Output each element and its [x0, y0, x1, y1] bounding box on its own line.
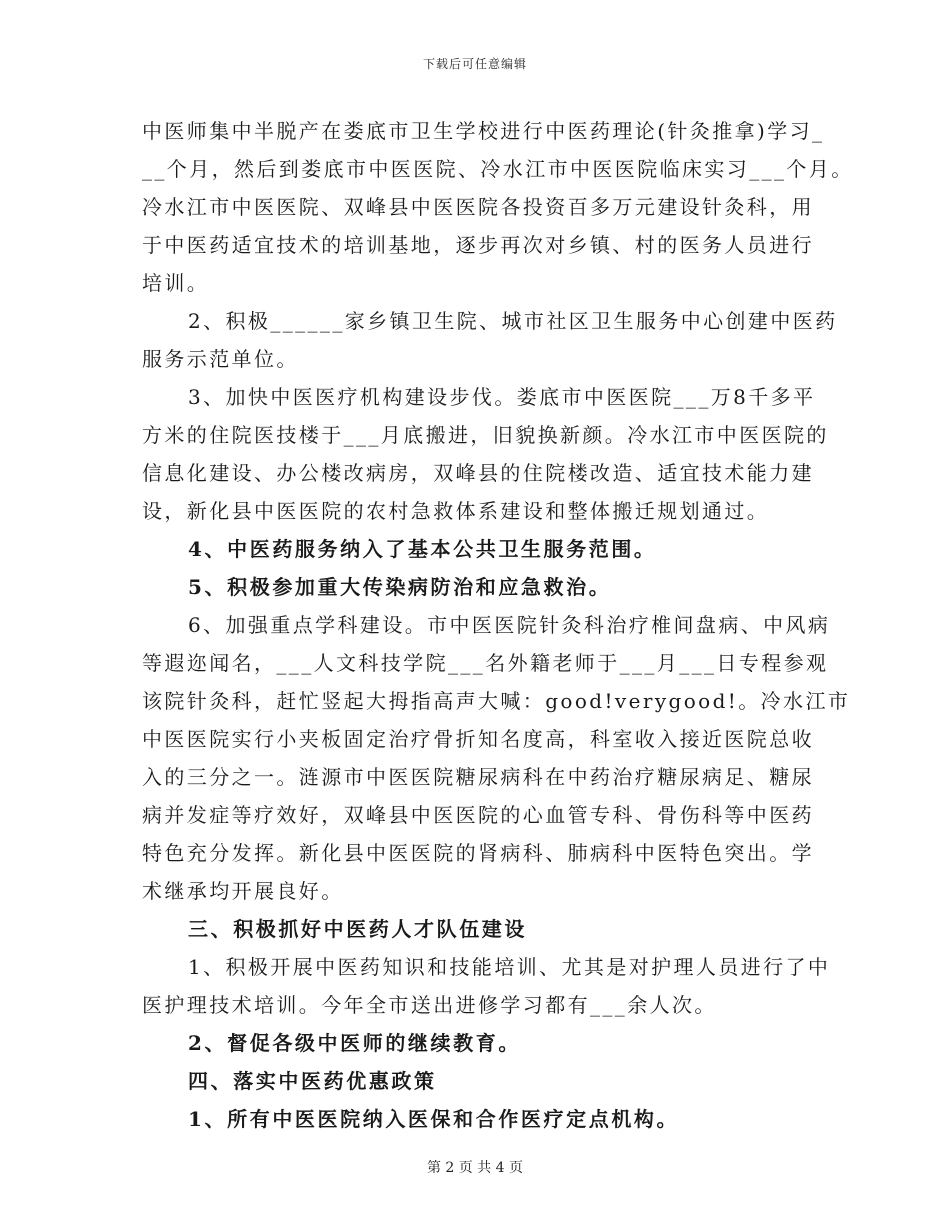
body-line: 服务示范单位。 — [142, 347, 299, 371]
paragraph-item-6: 6、加强重点学科建设。市中医医院针灸科治疗椎间盘病、中风病 — [188, 613, 831, 637]
body-line: 病并发症等疗效好，双峰县中医医院的心血管专科、骨伤科等中医药 — [142, 803, 814, 827]
body-line: 特色充分发挥。新化县中医医院的肾病科、肺病科中医特色突出。学 — [142, 841, 814, 865]
body-line: 入的三分之一。涟源市中医医院糖尿病科在中药治疗糖尿病足、糖尿 — [142, 765, 814, 789]
section-heading-3: 三、积极抓好中医药人才队伍建设 — [188, 917, 527, 941]
body-line: 培训。 — [142, 271, 210, 295]
bold-item-4: 4、中医药服务纳入了基本公共卫生服务范围。 — [188, 537, 657, 561]
body-line: 信息化建设、办公楼改病房，双峰县的住院楼改造、适宜技术能力建 — [142, 461, 814, 485]
paragraph-item-2: 2、积极______家乡镇卫生院、城市社区卫生服务中心创建中医药 — [188, 309, 838, 333]
page-footer: 第 2 页 共 4 页 — [426, 1160, 524, 1176]
body-line: 中医医院实行小夹板固定治疗骨折知名度高，科室收入接近医院总收 — [142, 727, 814, 751]
body-line: 中医师集中半脱产在娄底市卫生学校进行中医药理论(针灸推拿)学习_ — [142, 119, 825, 143]
body-line: 冷水江市中医医院、双峰县中医医院各投资百多万元建设针灸科，用 — [142, 195, 814, 219]
bold-item-5: 5、积极参加重大传染病防治和应急救治。 — [188, 575, 612, 599]
body-line: 方米的住院医技楼于___月底搬进，旧貌换新颜。冷水江市中医医院的 — [142, 423, 829, 447]
paragraph-item-1: 1、积极开展中医药知识和技能培训、尤其是对护理人员进行了中 — [188, 955, 831, 979]
page-header: 下载后可任意编辑 — [422, 57, 527, 71]
document-body — [142, 112, 854, 1138]
body-line: 术继承均开展良好。 — [142, 879, 344, 903]
bold-item-2: 2、督促各级中医师的继续教育。 — [188, 1031, 521, 1055]
section-heading-4: 四、落实中医药优惠政策 — [188, 1069, 437, 1093]
bold-item-1: 1、所有中医医院纳入医保和合作医疗定点机构。 — [188, 1107, 680, 1131]
body-line: 等遐迩闻名，___人文科技学院___名外籍老师于___月___日专程参观 — [142, 651, 829, 675]
body-line: __个月，然后到娄底市中医医院、冷水江市中医医院临床实习___个月。 — [142, 157, 854, 181]
body-line: 于中医药适宜技术的培训基地，逐步再次对乡镇、村的医务人员进行 — [142, 233, 814, 257]
body-line: 该院针灸科，赶忙竖起大拇指高声大喊：good!verygood!。冷水江市 — [142, 689, 851, 713]
body-line: 医护理技术培训。今年全市送出进修学习都有___余人次。 — [142, 993, 717, 1017]
body-line: 设，新化县中医医院的农村急救体系建设和整体搬迁规划通过。 — [142, 499, 770, 523]
paragraph-item-3: 3、加快中医医疗机构建设步伐。娄底市中医医院___万8千多平 — [188, 385, 816, 409]
